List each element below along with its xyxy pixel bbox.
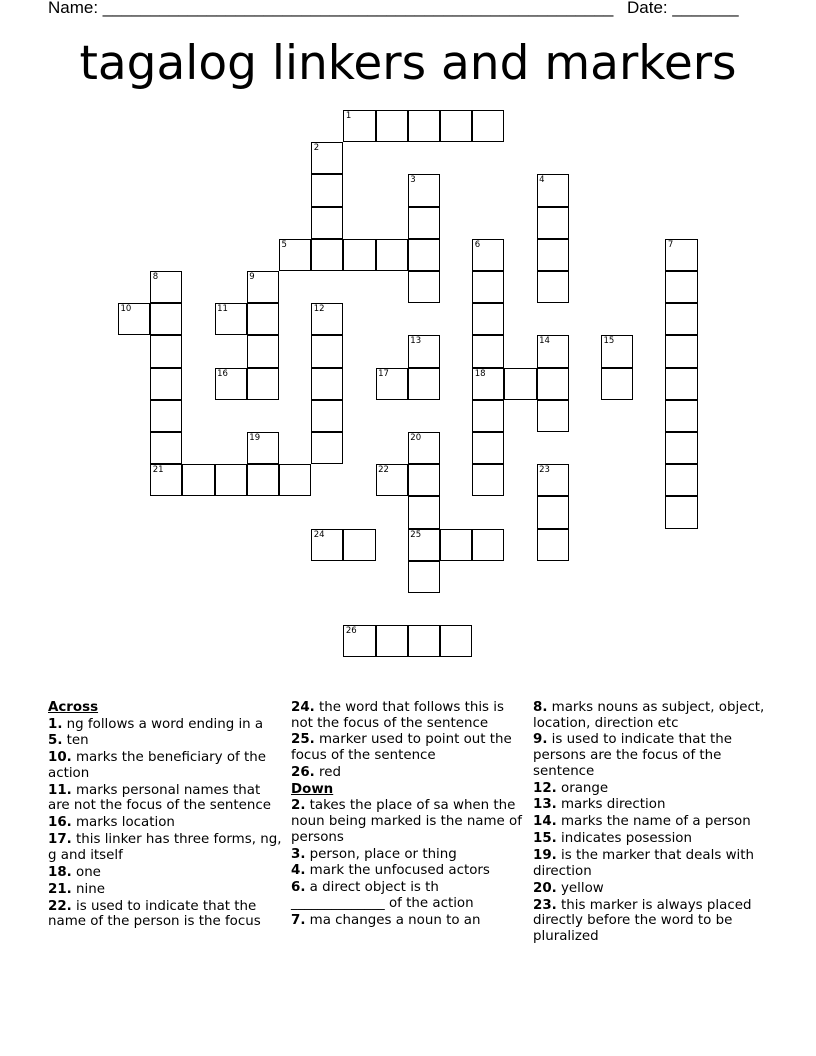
grid-cell[interactable] — [537, 271, 569, 303]
clue-number: 6 — [474, 239, 481, 250]
clue-number: 21 — [152, 465, 164, 476]
clue-item — [48, 750, 284, 781]
clue-item — [291, 765, 527, 781]
clue-text: marks personal names that are not the focus of the sentence — [48, 782, 271, 814]
clue-number: 22 — [378, 465, 389, 476]
clue-number-label: 10. — [48, 750, 72, 766]
clue-number-label: 21. — [48, 881, 72, 897]
grid-cell[interactable] — [247, 303, 279, 335]
clue-number: 7 — [667, 239, 674, 250]
date-line: Date: _______ — [627, 0, 739, 17]
clue-item — [533, 781, 769, 797]
clue-text: indicates posession — [561, 831, 692, 847]
clue-number: 14 — [539, 336, 550, 347]
grid-cell[interactable] — [311, 368, 343, 400]
grid-cell[interactable] — [665, 464, 697, 496]
clue-item — [291, 798, 527, 845]
grid-cell[interactable] — [537, 400, 569, 432]
clue-item — [533, 814, 769, 830]
clue-text: mark the unfocused actors — [309, 863, 490, 879]
grid-cell[interactable] — [279, 464, 311, 496]
clue-item — [291, 847, 527, 863]
clues-column-1 — [48, 700, 284, 931]
clue-number: 8 — [152, 272, 159, 282]
grid-cell[interactable] — [408, 561, 440, 593]
grid-cell[interactable] — [311, 335, 343, 367]
clue-number-label: 19. — [533, 848, 557, 864]
grid-cell[interactable] — [665, 368, 697, 400]
grid-cell[interactable] — [408, 368, 440, 400]
clue-item — [48, 783, 284, 814]
grid-cell[interactable] — [150, 335, 182, 367]
clue-number: 1 — [345, 111, 352, 121]
grid-cell[interactable] — [343, 239, 375, 271]
grid-cell[interactable] — [665, 496, 697, 528]
grid-cell[interactable] — [472, 303, 504, 335]
grid-cell[interactable] — [150, 400, 182, 432]
grid-cell[interactable] — [408, 625, 440, 657]
clue-text: marks location — [76, 815, 175, 831]
clue-number: 13 — [410, 336, 422, 347]
grid-cell[interactable] — [472, 400, 504, 432]
clue-item — [48, 865, 284, 881]
clue-number: 5 — [281, 239, 287, 250]
clue-item — [533, 898, 769, 945]
grid-cell[interactable] — [472, 271, 504, 303]
grid-cell[interactable] — [665, 400, 697, 432]
clue-text: marks nouns as subject, object, location, direction etc — [533, 700, 765, 731]
clue-item — [291, 913, 527, 929]
grid-cell[interactable] — [440, 529, 472, 561]
grid-cell[interactable] — [311, 432, 343, 464]
clue-text: red — [319, 764, 341, 780]
clue-number: 25 — [410, 529, 422, 540]
grid-cell[interactable] — [472, 464, 504, 496]
page-title: tagalog linkers and markers — [79, 36, 737, 91]
grid-cell[interactable] — [408, 207, 440, 239]
section-heading-across: Across — [48, 700, 99, 715]
grid-cell[interactable] — [343, 529, 375, 561]
clue-text: yellow — [561, 880, 604, 896]
clue-number: 4 — [539, 175, 545, 186]
clue-text: this linker has three forms, ng, g and itself — [48, 832, 282, 863]
clue-number: 11 — [217, 304, 228, 315]
clue-item — [48, 899, 284, 930]
grid-cell[interactable] — [537, 239, 569, 271]
clue-item — [533, 797, 769, 813]
clue-item — [48, 717, 284, 733]
clue-number-label: 16. — [48, 815, 72, 831]
clue-item — [48, 815, 284, 831]
clue-number: 19 — [249, 433, 261, 443]
grid-cell[interactable] — [150, 368, 182, 400]
clue-item — [533, 700, 769, 731]
clue-item — [48, 733, 284, 749]
grid-cell[interactable] — [311, 400, 343, 432]
clue-text: nine — [76, 881, 105, 897]
grid-cell[interactable] — [376, 625, 408, 657]
clue-item — [291, 880, 527, 911]
clue-number-label: 12. — [533, 780, 557, 796]
grid-cell[interactable] — [247, 368, 279, 400]
clue-number: 16 — [217, 368, 228, 379]
grid-cell[interactable] — [247, 335, 279, 367]
clue-text: orange — [561, 780, 609, 796]
grid-cell[interactable] — [665, 303, 697, 335]
clue-text: marks direction — [561, 797, 666, 813]
clue-number: 20 — [410, 433, 422, 443]
clue-text: marks the beneficiary of the action — [48, 750, 266, 781]
clue-item — [291, 863, 527, 879]
clue-text: a direct object is th ______________ of the action — [291, 880, 474, 911]
clue-item — [533, 831, 769, 847]
clue-number: 23 — [539, 465, 550, 476]
grid-cell[interactable] — [440, 110, 472, 142]
name-line: Name: ______________________________________________________ — [48, 0, 614, 17]
clue-number-label: 2. — [291, 798, 306, 814]
grid-cell[interactable] — [440, 625, 472, 657]
grid-cell[interactable] — [472, 432, 504, 464]
clue-text: takes the place of sa when the noun being marked is the name of persons — [291, 798, 522, 845]
clue-number-label: 18. — [48, 864, 72, 880]
clue-number-label: 24. — [291, 700, 315, 715]
grid-cell[interactable] — [408, 110, 440, 142]
clue-text: is used to indicate that the persons are the focus of the sentence — [533, 732, 732, 779]
clue-number-label: 8. — [533, 700, 548, 715]
clue-number-label: 11. — [48, 782, 72, 798]
clue-number: 18 — [474, 368, 486, 379]
clue-item — [48, 882, 284, 898]
clue-item — [291, 732, 527, 763]
clue-number-label: 23. — [533, 897, 557, 913]
grid-cell[interactable] — [311, 239, 343, 271]
grid-cell[interactable] — [376, 110, 408, 142]
clue-item — [48, 832, 284, 863]
clue-number-label: 22. — [48, 898, 72, 914]
clue-text: the word that follows this is not the focus of the sentence — [291, 700, 504, 731]
grid-cell[interactable] — [247, 464, 279, 496]
clue-number-label: 3. — [291, 846, 306, 862]
clue-text: ten — [66, 733, 89, 749]
clue-text: this marker is always placed directly before the word to be pluralized — [533, 897, 752, 944]
clue-number-label: 14. — [533, 814, 557, 830]
grid-cell[interactable] — [182, 464, 214, 496]
grid-cell[interactable] — [537, 529, 569, 561]
clue-text: ng follows a word ending in a — [66, 716, 264, 732]
grid-cell[interactable] — [537, 496, 569, 528]
grid-cell[interactable] — [311, 174, 343, 206]
clue-number-label: 4. — [291, 863, 306, 879]
clue-number-label: 20. — [533, 880, 557, 896]
clue-number: 17 — [378, 368, 389, 379]
clue-text: marks the name of a person — [561, 814, 751, 830]
grid-cell[interactable] — [376, 239, 408, 271]
clue-number: 15 — [603, 336, 615, 347]
clue-text: is the marker that deals with direction — [533, 848, 754, 879]
clue-number: 2 — [313, 143, 320, 154]
grid-cell[interactable] — [215, 464, 247, 496]
clue-number: 3 — [410, 175, 416, 186]
clue-text: person, place or thing — [309, 846, 457, 862]
grid-cell[interactable] — [665, 432, 697, 464]
clue-number: 9 — [249, 272, 255, 282]
clue-number-label: 1. — [48, 716, 63, 732]
clue-number-label: 17. — [48, 832, 72, 848]
clue-item — [533, 881, 769, 897]
clue-item — [533, 732, 769, 779]
grid-cell[interactable] — [504, 368, 536, 400]
clue-number: 24 — [313, 529, 325, 540]
grid-cell[interactable] — [472, 529, 504, 561]
clue-item — [291, 700, 527, 731]
clues-column-3 — [533, 700, 769, 946]
grid-cell[interactable] — [150, 303, 182, 335]
clue-text: is used to indicate that the name of the person is the focus — [48, 898, 261, 930]
clue-number-label: 25. — [291, 732, 315, 748]
clue-item — [533, 848, 769, 879]
grid-cell[interactable] — [472, 335, 504, 367]
grid-cell[interactable] — [537, 207, 569, 239]
grid-cell[interactable] — [408, 239, 440, 271]
grid-cell[interactable] — [408, 271, 440, 303]
clue-number-label: 26. — [291, 764, 315, 780]
clue-number-label: 6. — [291, 880, 306, 896]
grid-cell[interactable] — [408, 496, 440, 528]
clue-number: 12 — [313, 304, 325, 315]
clue-number: 26 — [345, 626, 357, 637]
clue-number-label: 15. — [533, 831, 557, 847]
clue-text: ma changes a noun to an — [309, 912, 481, 928]
clue-number-label: 7. — [291, 912, 306, 928]
clue-number-label: 5. — [48, 733, 63, 749]
grid-cell[interactable] — [311, 207, 343, 239]
section-heading-down: Down — [291, 781, 334, 797]
clue-number-label: 9. — [533, 732, 548, 748]
grid-cell[interactable] — [537, 368, 569, 400]
grid-cell[interactable] — [472, 110, 504, 142]
clues-column-2 — [291, 700, 527, 930]
clue-text: one — [76, 864, 101, 880]
grid-cell[interactable] — [665, 335, 697, 367]
grid-cell[interactable] — [601, 368, 633, 400]
clue-number-label: 13. — [533, 797, 557, 813]
grid-cell[interactable] — [408, 464, 440, 496]
grid-cell[interactable] — [665, 271, 697, 303]
clue-number: 10 — [120, 304, 132, 315]
clue-text: marker used to point out the focus of the sentence — [291, 732, 512, 764]
grid-cell[interactable] — [150, 432, 182, 464]
